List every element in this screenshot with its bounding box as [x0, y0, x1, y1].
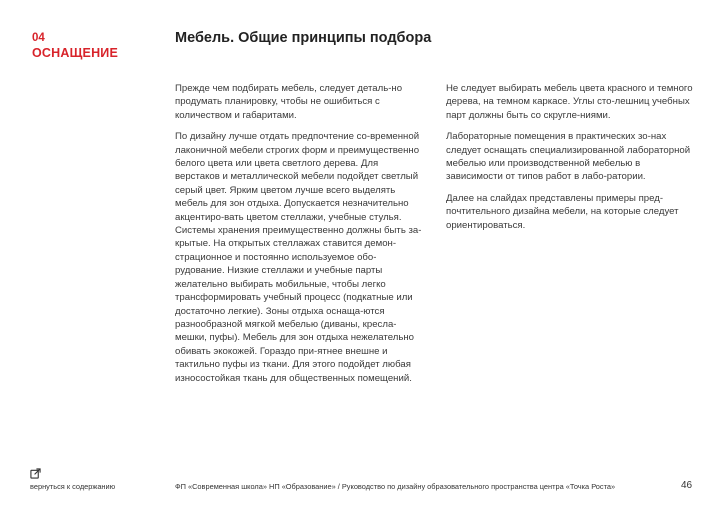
paragraph: Лабораторные помещения в практических зо-нах следует оснащать специализированной лабораторной мебелью или производственной мебелью в зависимости от типов работ в лабо-ратории. — [446, 131, 691, 183]
footer-caption: ФП «Современная школа» НП «Образование» / Руководство по дизайну образовательного пространства центра «Точка Роста» — [175, 482, 616, 491]
paragraph: По дизайну лучше отдать предпочтение со-временной лаконичной мебели строгих форм и преимущественно белого цвета или цвета светлого дерева. Для верстаков и металлической мебели подойдет светлый серый цвет. Ярким цветом лучше всего выделять мебель для зон отдыха. Допускается незначительно акцентиро-вать цветом стеллажи, учебные стулья. Системы хранения преимущественно должны быть за-крытые. На открытых стеллажах ставится демон-страционное и постоянно используемое обо-рудование. Низкие стеллажи и учебные парты желательно выбирать мобильные, чтобы легко трансформировать учебный процесс (подкатные или достаточно легкие). Зоны отдыха оснаща-ются разнообразной мягкой мебелью (диваны, кресла-мешки, пуфы). Мебель для зон отдыха нежелательно обивать экокожей. Гораздо при-ятнее внешне и тактильно пуфы из ткани. Для этого подойдет любая износостойкая ткань для общественных помещений. — [175, 131, 422, 384]
paragraph: Далее на слайдах представлены примеры пред-почтительного дизайна мебели, на которые следует ориентироваться. — [446, 192, 679, 231]
page-number: 46 — [681, 480, 693, 491]
section-name: ОСНАЩЕНИЕ — [32, 46, 119, 60]
text-column-right — [446, 82, 694, 240]
back-to-contents-label: вернуться к содержанию — [30, 482, 116, 491]
text-column-left — [175, 82, 423, 393]
paragraph: Не следует выбирать мебель цвета красного и темного дерева, на темном каркасе. Углы сто-лешниц учебных парт должны быть со скругле-ниями. — [446, 83, 693, 121]
section-number: 04 — [32, 32, 45, 44]
paragraph: Прежде чем подбирать мебель, следует деталь-но продумать планировку, чтобы не ошибиться с количеством и габаритами. — [175, 83, 403, 121]
page-title: Мебель. Общие принципы подбора — [175, 30, 432, 46]
external-link-icon — [30, 468, 41, 479]
back-to-contents-link[interactable] — [30, 468, 115, 491]
